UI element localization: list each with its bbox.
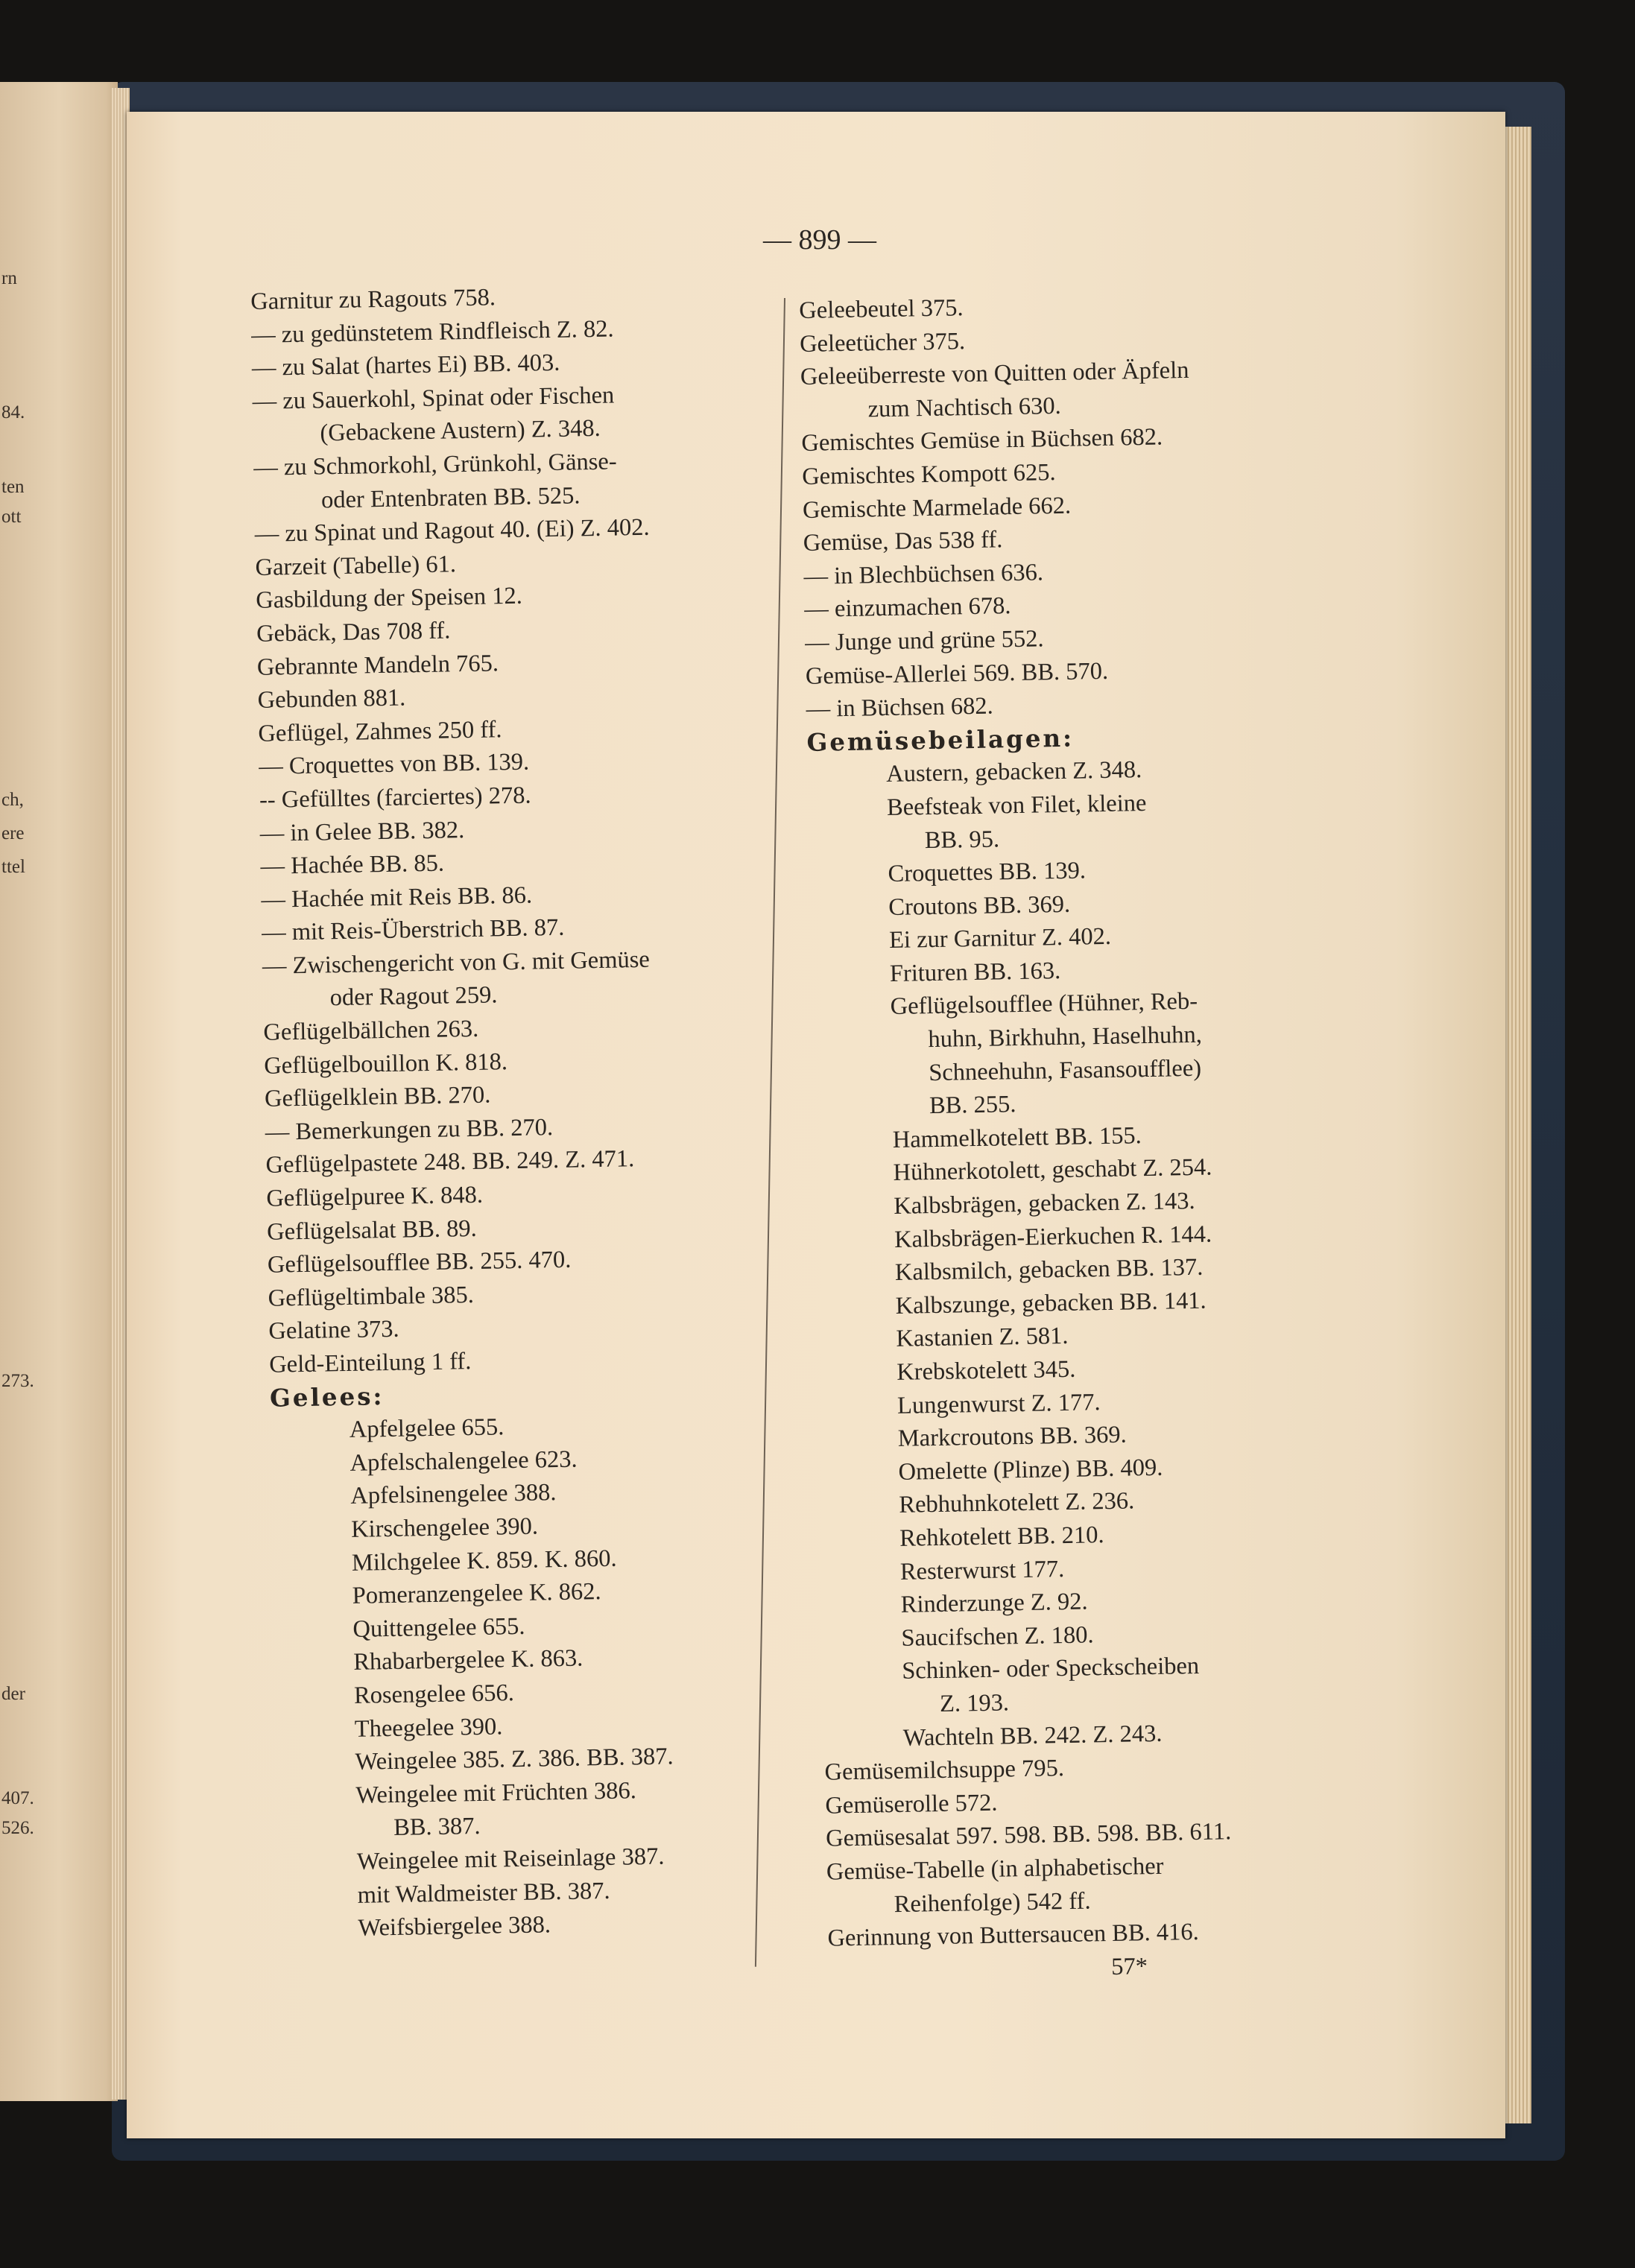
index-entry: Schinken- oder Speckscheiben [901, 1653, 1200, 1685]
page-number: — 899 — [763, 224, 876, 256]
index-entry: Gemüse-Tabelle (in alphabetischer [826, 1852, 1164, 1886]
index-entry: Gemüsemilchsuppe 795. [824, 1755, 1065, 1786]
index-entry: — in Gelee BB. 382. [259, 816, 465, 847]
index-entry: Geflügeltimbale 385. [268, 1281, 475, 1312]
index-entry: Geflügelpuree K. 848. [266, 1181, 484, 1212]
index-entry: Gebunden 881. [257, 684, 406, 715]
index-entry: Rhabarbergelee K. 863. [352, 1644, 584, 1676]
index-entry: Frituren BB. 163. [889, 957, 1061, 987]
index-entry: — Junge und grüne 552. [804, 625, 1044, 656]
index-entry: Gemüse, Das 538 ff. [803, 526, 1003, 557]
index-entry: Geleetücher 375. [799, 327, 966, 358]
index-entry: Omelette (Plinze) BB. 409. [898, 1454, 1163, 1486]
index-entry: — zu Sauerkohl, Spinat oder Fischen [252, 381, 615, 415]
index-entry: Kastanien Z. 581. [896, 1323, 1069, 1353]
index-entry: — zu gedünstetem Rindfleisch Z. 82. [250, 315, 614, 349]
margin-fragment: rn [1, 268, 17, 288]
index-entry: Garzeit (Tabelle) 61. [255, 550, 457, 581]
index-entry: Kalbsbrägen-Eierkuchen R. 144. [894, 1220, 1212, 1253]
margin-fragment: ten [1, 477, 25, 497]
margin-fragment: ere [1, 823, 25, 843]
index-entry: Gemüse-Allerlei 569. BB. 570. [805, 657, 1109, 690]
index-entry: — Hachée mit Reis BB. 86. [261, 881, 533, 913]
index-entry: Saucifschen Z. 180. [901, 1621, 1094, 1652]
index-entry: Markcroutons BB. 369. [897, 1421, 1128, 1453]
index-entry: Rosengelee 656. [353, 1679, 515, 1709]
index-entry: huhn, Birkhuhn, Haselhuhn, [928, 1021, 1203, 1054]
index-entry: Geflügel, Zahmes 250 ff. [258, 715, 502, 747]
index-entry: Beefsteak von Filet, kleine [886, 789, 1147, 821]
margin-fragment: der [1, 1684, 25, 1704]
index-entry: Wachteln BB. 242. Z. 243. [902, 1720, 1163, 1752]
margin-fragment: ott [1, 507, 22, 527]
index-entry: Rehkotelett BB. 210. [899, 1521, 1104, 1552]
margin-fragment: ch, [1, 790, 24, 810]
index-entry: Kirschengelee 390. [350, 1512, 539, 1543]
index-entry: — zu Spinat und Ragout 40. (Ei) Z. 402. [254, 513, 650, 548]
index-entry: Geflügelsoufflee BB. 255. 470. [267, 1246, 572, 1279]
index-entry: Gasbildung der Speisen 12. [256, 583, 523, 615]
index-entry: Apfelgelee 655. [349, 1413, 505, 1444]
index-entry: Ei zur Garnitur Z. 402. [888, 923, 1112, 954]
index-column-right [799, 285, 1335, 1989]
index-entry: Weingelee mit Reiseinlage 387. [356, 1843, 665, 1875]
index-entry: Geflügelklein BB. 270. [264, 1081, 491, 1113]
index-entry: Geflügelsalat BB. 89. [266, 1214, 478, 1246]
index-entry: Geflügelpastete 248. BB. 249. Z. 471. [265, 1145, 635, 1179]
index-entry: — Croquettes von BB. 139. [258, 748, 530, 781]
section-heading: Gelees: [269, 1381, 385, 1413]
index-entry: Geflügelsoufflee (Hühner, Reb- [890, 988, 1198, 1021]
index-entry: zum Nachtisch 630. [867, 392, 1062, 423]
index-entry: Theegelee 390. [354, 1712, 503, 1743]
margin-fragment: 526. [1, 1818, 34, 1838]
index-entry: BB. 95. [924, 825, 1000, 854]
index-entry: Kalbsbrägen, gebacken Z. 143. [894, 1187, 1195, 1220]
index-entry: mit Waldmeister BB. 387. [357, 1877, 610, 1909]
index-entry: — Bemerkungen zu BB. 270. [265, 1113, 554, 1146]
index-entry: Apfelschalengelee 623. [350, 1445, 578, 1477]
index-entry: Krebskotelett 345. [896, 1355, 1076, 1386]
index-entry: Geld-Einteilung 1 ff. [268, 1348, 472, 1378]
index-entry: Hühnerkotolett, geschabt Z. 254. [893, 1153, 1212, 1187]
index-entry: Schneehuhn, Fasansoufflee) [928, 1054, 1202, 1086]
index-entry: — einzumachen 678. [804, 592, 1011, 624]
index-entry: Gemischtes Gemüse in Büchsen 682. [801, 423, 1163, 457]
index-entry: Gemischte Marmelade 662. [802, 492, 1072, 524]
index-entry: Rinderzunge Z. 92. [900, 1588, 1088, 1619]
index-entry: Gebrannte Mandeln 765. [256, 649, 499, 681]
margin-fragment: 273. [1, 1371, 34, 1391]
index-entry: Geflügelbällchen 263. [263, 1015, 479, 1046]
signature-mark: 57* [1110, 1952, 1148, 1980]
index-entry: — zu Salat (hartes Ei) BB. 403. [251, 349, 560, 382]
index-entry: Gelatine 373. [268, 1316, 399, 1346]
section-heading: Gemüsebeilagen: [806, 723, 1075, 757]
margin-fragment: 84. [1, 402, 25, 422]
index-entry: Austern, gebacken Z. 348. [885, 756, 1142, 788]
index-entry: — zu Schmorkohl, Grünkohl, Gänse- [253, 448, 617, 481]
index-entry: Lungenwurst Z. 177. [896, 1388, 1101, 1419]
index-entry: Gemüserolle 572. [825, 1789, 998, 1819]
index-entry: Geleebeutel 375. [799, 294, 964, 324]
index-entry: oder Entenbraten BB. 525. [320, 481, 581, 513]
index-entry: oder Ragout 259. [329, 981, 498, 1012]
index-entry: — Zwischengericht von G. mit Gemüse [262, 945, 651, 980]
index-entry: Kalbsmilch, gebacken BB. 137. [894, 1253, 1204, 1287]
index-entry: Croutons BB. 369. [888, 890, 1071, 921]
index-entry: Quittengelee 655. [352, 1612, 525, 1643]
index-entry: — Hachée BB. 85. [260, 849, 445, 880]
index-entry: Gebäck, Das 708 ff. [256, 617, 451, 647]
index-entry: Reihenfolge) 542 ff. [894, 1887, 1091, 1918]
margin-fragment: 407. [1, 1788, 34, 1808]
index-entry: BB. 255. [929, 1091, 1016, 1120]
index-entry: Rebhuhnkotelett Z. 236. [899, 1487, 1135, 1519]
index-entry: — mit Reis-Überstrich BB. 87. [261, 914, 565, 947]
index-entry: Croquettes BB. 139. [888, 857, 1087, 888]
index-entry: Z. 193. [939, 1689, 1010, 1717]
index-entry: Weingelee 385. Z. 386. BB. 387. [355, 1743, 674, 1776]
index-entry: Kalbszunge, gebacken BB. 141. [895, 1287, 1207, 1320]
index-entry: Gerinnung von Buttersaucen BB. 416. [827, 1919, 1200, 1952]
index-entry: Gemischtes Kompott 625. [801, 458, 1056, 490]
margin-fragment: ttel [1, 857, 25, 877]
index-entry: — in Blechbüchsen 636. [803, 559, 1044, 590]
index-entry: BB. 387. [393, 1813, 481, 1842]
index-column-left [250, 276, 801, 1947]
index-entry: Geflügelbouillon K. 818. [263, 1048, 508, 1080]
index-entry: Garnitur zu Ragouts 758. [250, 284, 496, 315]
index-entry: Weifsbiergelee 388. [358, 1911, 551, 1942]
index-entry: Weingelee mit Früchten 386. [355, 1776, 637, 1809]
index-entry: Hammelkotelett BB. 155. [892, 1121, 1142, 1153]
index-entry: Geleeüberreste von Quitten oder Äpfeln [800, 357, 1189, 391]
index-entry: -- Gefülltes (farciertes) 278. [259, 782, 531, 814]
index-entry: Resterwurst 177. [899, 1555, 1065, 1586]
index-entry: Apfelsinengelee 388. [350, 1479, 557, 1510]
index-entry: Pomeranzengelee K. 862. [352, 1578, 601, 1610]
index-entry: Gemüsesalat 597. 598. BB. 598. BB. 611. [825, 1818, 1232, 1852]
index-entry: (Gebackene Austern) Z. 348. [320, 415, 601, 447]
index-entry: Milchgelee K. 859. K. 860. [351, 1545, 617, 1577]
index-entry: — in Büchsen 682. [806, 692, 993, 723]
